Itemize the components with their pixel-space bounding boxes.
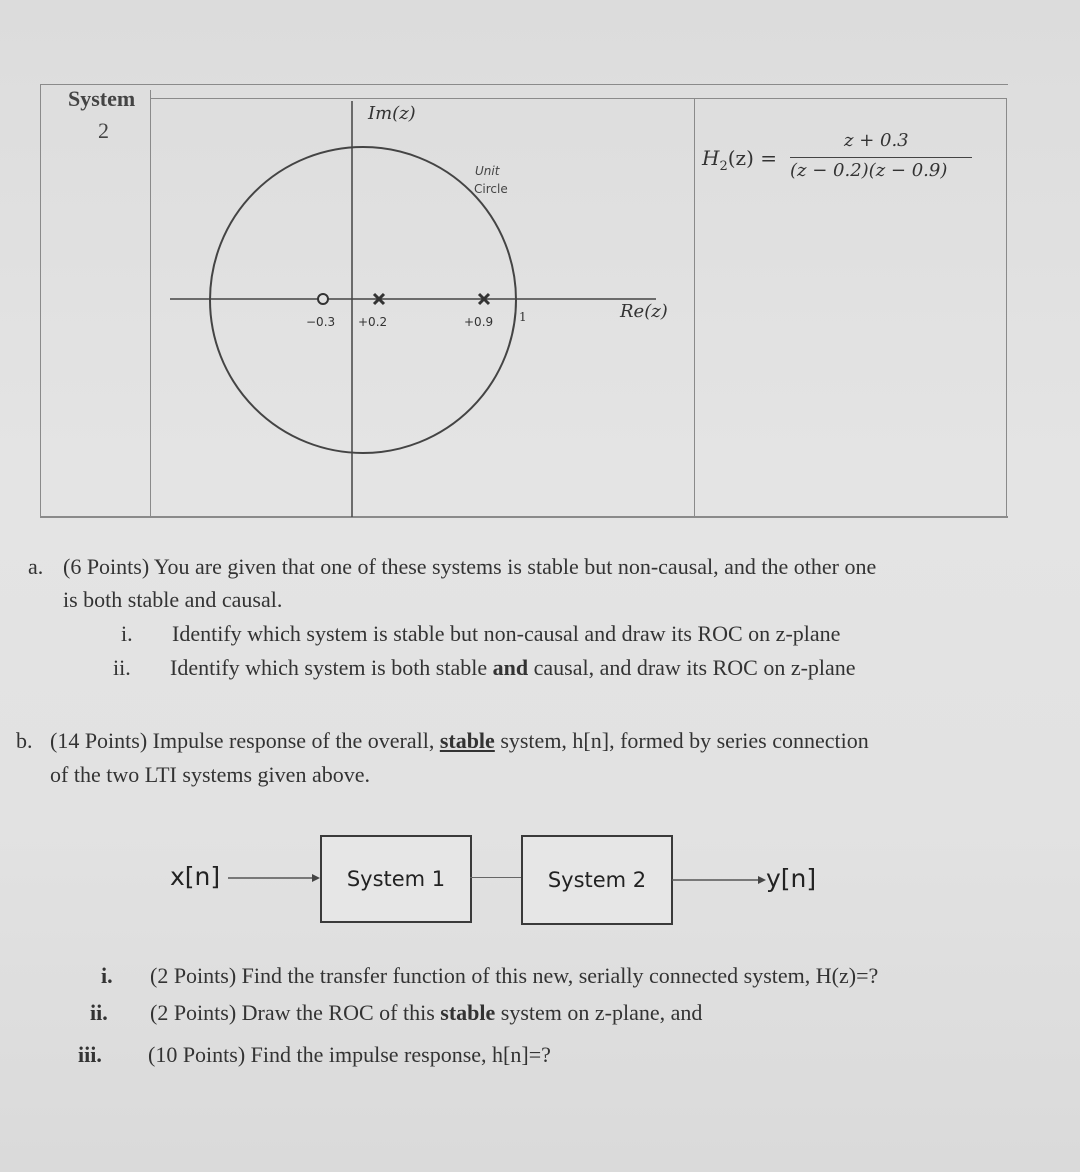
question-b-line1: (14 Points) Impulse response of the overall, stable system, h[n], formed by series connection bbox=[50, 728, 869, 753]
input-arrow bbox=[228, 868, 322, 888]
table-top-border bbox=[40, 84, 1008, 85]
question-a-line2: is both stable and causal. bbox=[63, 587, 283, 612]
question-a-line1: (6 Points) You are given that one of these systems is stable but non-causal, and the other one bbox=[63, 554, 877, 579]
connector-line bbox=[470, 877, 522, 878]
tf-numerator: z + 0.3 bbox=[844, 130, 909, 151]
system-number: 2 bbox=[98, 118, 109, 143]
zero-marker bbox=[318, 294, 328, 304]
sub-question-2-marker: ii. bbox=[90, 1000, 108, 1025]
re-axis-label: Re(z) bbox=[620, 301, 668, 322]
pole1-value-label: +0.2 bbox=[358, 315, 388, 329]
system-label: System bbox=[68, 86, 136, 111]
table-right-border bbox=[1006, 98, 1007, 518]
system-1-block: System 1 bbox=[320, 835, 472, 923]
question-a-marker: a. bbox=[28, 554, 44, 579]
table-left-border bbox=[40, 84, 41, 518]
sub-question-1-text: (2 Points) Find the transfer function of this new, serially connected system, H(z)=? bbox=[150, 963, 879, 988]
question-a-item1-text: Identify which system is stable but non-causal and draw its ROC on z-plane bbox=[172, 621, 841, 646]
im-axis-label: Im(z) bbox=[368, 103, 416, 124]
question-a-item2-marker: ii. bbox=[113, 655, 131, 680]
tf-lhs: $H_2(z)$ = bbox=[702, 146, 777, 174]
table-col-divider-2 bbox=[694, 98, 695, 518]
sub-question-3-marker: iii. bbox=[78, 1042, 102, 1067]
tf-fraction-bar bbox=[790, 157, 972, 158]
unit-circle-label-1: Unit bbox=[475, 164, 500, 178]
input-signal-label: x[n] bbox=[170, 862, 221, 891]
sub-question-1-marker: i. bbox=[101, 963, 113, 988]
tf-denominator: (z − 0.2)(z − 0.9) bbox=[790, 160, 948, 181]
question-b-marker: b. bbox=[16, 728, 33, 753]
output-arrow bbox=[672, 870, 768, 890]
tf-lhs-subscript: 2 bbox=[719, 159, 728, 174]
pole2-value-label: +0.9 bbox=[464, 315, 494, 329]
zero-value-label: −0.3 bbox=[306, 315, 336, 329]
output-signal-label: y[n] bbox=[766, 864, 817, 893]
sub-question-2-text: (2 Points) Draw the ROC of this stable system on z-plane, and bbox=[150, 1000, 703, 1025]
unit-one-label: 1 bbox=[519, 310, 527, 324]
sub-question-3-text: (10 Points) Find the impulse response, h[n]=? bbox=[148, 1042, 551, 1067]
unit-circle-label-2: Circle bbox=[474, 182, 508, 196]
question-a-item1-marker: i. bbox=[121, 621, 133, 646]
question-a-item2-text: Identify which system is both stable and causal, and draw its ROC on z-plane bbox=[170, 655, 856, 680]
stable-bold: stable bbox=[440, 1000, 496, 1025]
system-2-block: System 2 bbox=[521, 835, 673, 925]
unit-circle bbox=[210, 147, 516, 453]
question-b-line2: of the two LTI systems given above. bbox=[50, 762, 370, 787]
pole-zero-plot bbox=[150, 99, 694, 517]
stable-emphasis: stable bbox=[439, 728, 495, 753]
